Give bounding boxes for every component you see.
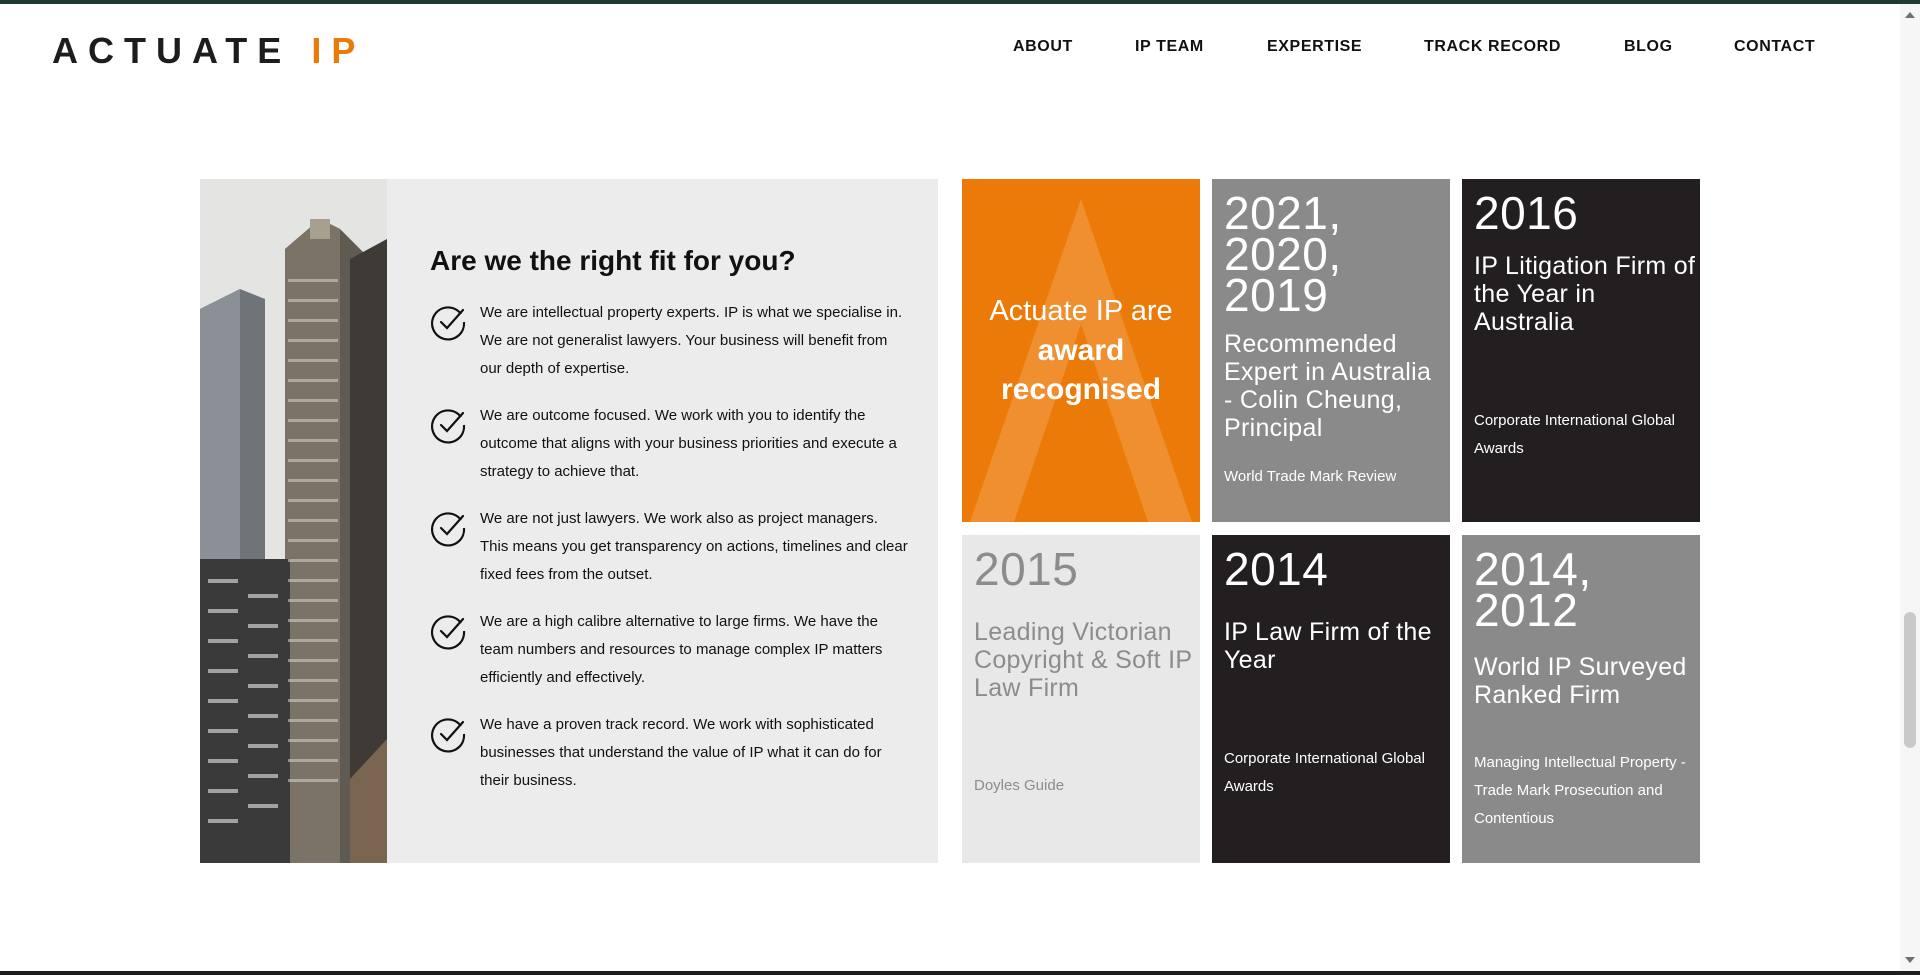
check-circle-icon bbox=[430, 715, 468, 753]
check-circle-icon bbox=[430, 303, 468, 341]
award-card-content bbox=[1474, 543, 1696, 709]
check-circle-icon bbox=[430, 406, 468, 444]
award-source: Corporate International Global Awards bbox=[1224, 750, 1425, 795]
award-source: Managing Intellectual Property - Trade Mark Prosecution and Contentious bbox=[1474, 754, 1686, 827]
award-title: Leading Victorian Copyright & Soft IP Law Firm bbox=[974, 618, 1192, 702]
award-card bbox=[1212, 535, 1450, 863]
award-title: World IP Surveyed Ranked Firm bbox=[1474, 653, 1687, 709]
fit-content bbox=[430, 245, 910, 814]
award-intro-line3: recognised bbox=[1000, 373, 1162, 406]
award-title: IP Litigation Firm of the Year in Australia bbox=[1474, 252, 1696, 336]
fit-item bbox=[430, 299, 910, 383]
logo-accent: IP bbox=[311, 30, 366, 71]
nav-about[interactable]: ABOUT bbox=[1013, 38, 1073, 55]
award-card bbox=[1212, 179, 1450, 522]
nav-track-record[interactable]: TRACK RECORD bbox=[1424, 38, 1561, 55]
page-scrollbar[interactable] bbox=[1900, 4, 1920, 971]
award-card-content bbox=[974, 543, 1196, 702]
nav-blog[interactable]: BLOG bbox=[1624, 38, 1673, 55]
fit-title: Are we the right fit for you? bbox=[430, 245, 796, 276]
check-circle-icon bbox=[430, 509, 468, 547]
scroll-down-arrow-icon[interactable] bbox=[1905, 957, 1915, 963]
fit-item bbox=[430, 402, 910, 486]
award-year: 2015 bbox=[974, 543, 1079, 595]
building-photo bbox=[200, 179, 387, 863]
award-card-content bbox=[1224, 187, 1446, 442]
scroll-up-arrow-icon[interactable] bbox=[1905, 12, 1915, 18]
main-nav bbox=[0, 38, 1900, 62]
nav-expertise[interactable]: EXPERTISE bbox=[1267, 38, 1363, 55]
award-year: 2021, 2020, 2019 bbox=[1224, 187, 1342, 321]
bottom-edge-line bbox=[0, 971, 1920, 975]
logo-wordmark: ACTUATE bbox=[52, 30, 292, 71]
fit-item bbox=[430, 711, 910, 795]
fit-item bbox=[430, 608, 910, 692]
award-year: 2014 bbox=[1224, 543, 1329, 595]
fit-item-text: We have a proven track record. We work with sophisticated businesses that understand the value of IP what it can do for their business. bbox=[480, 716, 882, 789]
nav-contact[interactable]: CONTACT bbox=[1734, 38, 1816, 55]
award-intro-text bbox=[962, 292, 1200, 409]
scrollbar-thumb[interactable] bbox=[1904, 612, 1916, 748]
award-source: Doyles Guide bbox=[974, 777, 1065, 794]
site-header bbox=[0, 4, 1900, 84]
award-card bbox=[962, 535, 1200, 863]
fit-item-text: We are not just lawyers. We work also as project managers. This means you get transparency on actions, timelines and clear fixed fees from the outset. bbox=[480, 510, 908, 583]
nav-ip-team[interactable]: IP TEAM bbox=[1135, 38, 1204, 55]
award-title: Recommended Expert in Australia - Colin Cheung, Principal bbox=[1224, 330, 1432, 442]
award-year: 2014, 2012 bbox=[1474, 543, 1592, 636]
award-source: Corporate International Global Awards bbox=[1474, 412, 1675, 457]
fit-item bbox=[430, 505, 910, 589]
award-title: IP Law Firm of the Year bbox=[1224, 618, 1432, 674]
award-intro-line1: Actuate IP are bbox=[989, 295, 1173, 327]
skyscraper-illustration bbox=[200, 179, 387, 863]
check-circle-icon bbox=[430, 612, 468, 650]
award-intro-line2: award bbox=[1037, 334, 1125, 367]
award-card-content bbox=[1224, 543, 1446, 674]
award-card bbox=[1462, 535, 1700, 863]
award-source: World Trade Mark Review bbox=[1224, 468, 1397, 485]
fit-item-text: We are outcome focused. We work with you to identify the outcome that aligns with your business priorities and execute a strategy to achieve that. bbox=[480, 407, 897, 480]
award-year: 2016 bbox=[1474, 187, 1579, 239]
fit-item-text: We are intellectual property experts. IP is what we specialise in. We are not generalist lawyers. Your business will benefit from our depth of expertise. bbox=[480, 304, 903, 377]
fit-item-text: We are a high calibre alternative to large firms. We have the team numbers and resources to manage complex IP matters efficiently and effectively. bbox=[480, 613, 883, 686]
award-card-content bbox=[1474, 187, 1696, 336]
award-intro-card bbox=[962, 179, 1200, 522]
award-card bbox=[1462, 179, 1700, 522]
right-fit-panel bbox=[200, 179, 938, 863]
